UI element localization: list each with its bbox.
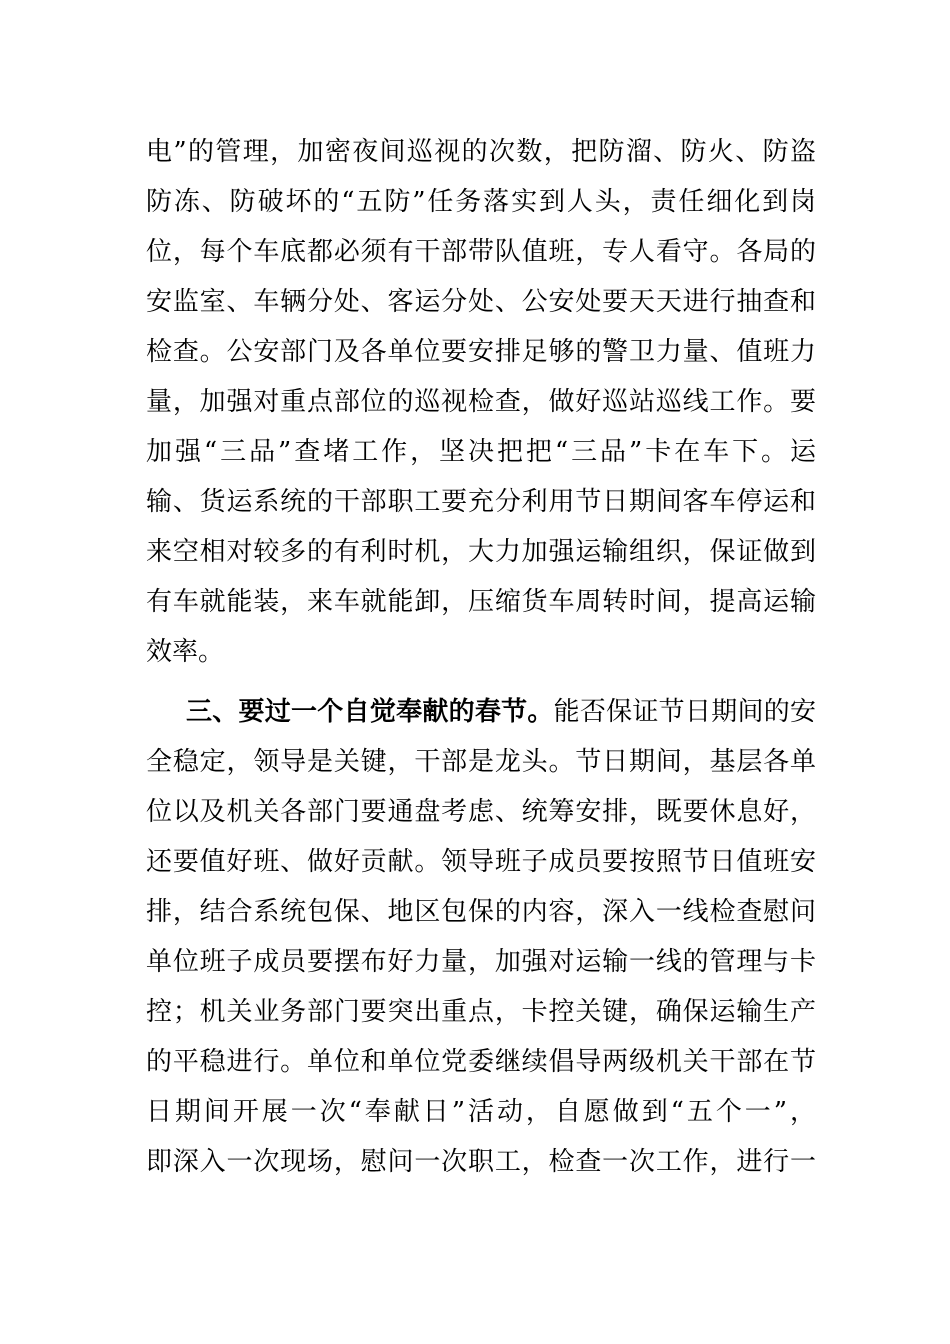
section-heading: 三、要过一个自觉奉献的春节。 <box>186 697 554 727</box>
paragraph-2-first-line-text: 能否保证节日期间的安 <box>553 697 816 727</box>
paragraph-2-line-10: 即深入一次现场，慰问一次职工，检查一次工作，进行一 <box>146 1147 816 1177</box>
paragraph-1-line-7: 加强“三品”查堵工作，坚决把把“三品”卡在车下。运 <box>146 437 816 467</box>
paragraph-1-line-5: 检查。公安部门及各单位要安排足够的警卫力量、值班力 <box>146 337 816 367</box>
paragraph-2-line-3: 位以及机关各部门要通盘考虑、统筹安排，既要休息好， <box>146 797 816 827</box>
paragraph-2-line-6: 单位班子成员要摆布好力量，加强对运输一线的管理与卡 <box>146 947 816 977</box>
paragraph-1-line-6: 量，加强对重点部位的巡视检查，做好巡站巡线工作。要 <box>146 387 816 417</box>
paragraph-1-line-9: 来空相对较多的有利时机，大力加强运输组织，保证做到 <box>146 537 816 567</box>
paragraph-1-line-4: 安监室、车辆分处、客运分处、公安处要天天进行抽查和 <box>146 287 816 317</box>
paragraph-2-first-line <box>186 694 816 730</box>
paragraph-1-line-3: 位，每个车底都必须有干部带队值班，专人看守。各局的 <box>146 237 816 267</box>
paragraph-2-line-4: 还要值好班、做好贡献。领导班子成员要按照节日值班安 <box>146 847 816 877</box>
paragraph-1-line-11: 效率。 <box>146 637 225 667</box>
paragraph-1-line-1: 电”的管理，加密夜间巡视的次数，把防溜、防火、防盗 <box>146 137 816 167</box>
paragraph-2-line-7: 控；机关业务部门要突出重点，卡控关键，确保运输生产 <box>146 997 816 1027</box>
paragraph-1-line-2: 防冻、防破坏的“五防”任务落实到人头，责任细化到岗 <box>146 187 816 217</box>
paragraph-2-line-5: 排，结合系统包保、地区包保的内容，深入一线检查慰问 <box>146 897 816 927</box>
paragraph-2-line-2: 全稳定，领导是关键，干部是龙头。节日期间，基层各单 <box>146 747 816 777</box>
paragraph-1-line-10: 有车就能装，来车就能卸，压缩货车周转时间，提高运输 <box>146 587 816 617</box>
paragraph-2-line-9: 日期间开展一次“奉献日”活动，自愿做到“五个一”， <box>146 1097 816 1127</box>
paragraph-2-line-8: 的平稳进行。单位和单位党委继续倡导两级机关干部在节 <box>146 1047 816 1077</box>
paragraph-1-line-8: 输、货运系统的干部职工要充分利用节日期间客车停运和 <box>146 487 816 517</box>
